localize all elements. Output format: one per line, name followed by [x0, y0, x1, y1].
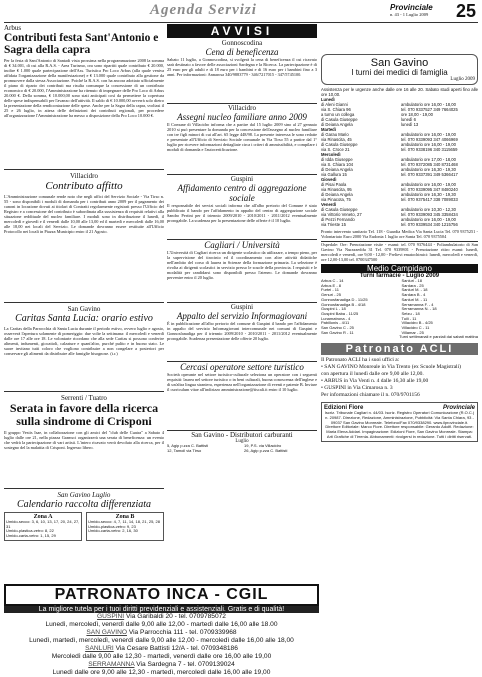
fuel-item: 5, Agip p.zza C. Battisti [167, 443, 209, 448]
turni-intro: Assistenza per le urgenze anche dalle ore 16 alle 20. Sabato studi aperti fino alle ore 10,00. [321, 87, 478, 97]
turni-cell-right: ambulatorio ore 16,00 - 19,00 [401, 142, 456, 147]
article-villacidro-affitto [4, 170, 164, 302]
turni-cell-right: tel. 070 9339095 347 8480240 [401, 187, 458, 192]
farmacia-item: Arbus C - 14 [321, 278, 344, 283]
turni-list [321, 97, 478, 227]
farmacia-item: San Gavino C - 25 [321, 325, 354, 331]
turni-cell-left: di Pezzi Fernando [321, 217, 355, 222]
farmacia-item: Sanluri - 18 [401, 278, 422, 283]
column-right [321, 54, 478, 584]
article-title: Assegni nucleo familiare anno 2009 [177, 112, 307, 122]
article-body: Sabato 11 luglio, a Gonnoscodina, si svolgerà la cena di beneficenza il cui ricavato sarà destinato a favore delle associazioni Sardegna e la Ricerca. La partecipazione è di 25 euro per gli adulti e di 18 euro per i bambini e di 16 euro per i bambini fino a 3 anni. Per informazioni: Annarosa 340/9883779 - 346/7217015 - 347/5745100. [167, 57, 317, 77]
acli-intro: Il Patronato ACLI ha i suoi uffici a: [321, 357, 400, 364]
acli-item: con apertura il lunedì dalle ore 9,00 alle 12,00. [321, 371, 424, 378]
turni-cell-right: lunedì 6 [401, 117, 416, 122]
article-town: Gonnoscodina [221, 39, 263, 47]
inca-box [4, 584, 319, 676]
farmacia-item: Serramanna F. - 4 [401, 301, 434, 307]
article-town: San Gavino Luglio [57, 491, 111, 499]
zone-b-row: Umido-carta-vetro: 2, 16, 30 [88, 528, 138, 534]
turni-cell-left: di Idda Giuseppe [321, 157, 353, 162]
turni-cell-left: di Casula Giuseppe [321, 117, 358, 122]
fuel-item: 12, Tamoil via Tirso [167, 447, 202, 453]
turni-cell-left: di Deiana Angela [321, 122, 353, 127]
article-town: Serrenti / Tuatro [61, 394, 107, 402]
turni-cell-right: tel. 070 9337391 349 5366417 [401, 172, 458, 177]
colophon-logo: Provinciale [442, 405, 475, 412]
turni-cell-left: via Trieste 15 [321, 222, 346, 227]
inca-town: SERRAMANNA [88, 661, 135, 668]
turni-cell-left: Lunedì [321, 97, 335, 102]
farmacia-item: Genuri - 25 [321, 292, 342, 298]
inca-detail: Lunedì, martedì, mercoledì, venerdì dalle 9,00 alle 12,00 - mercoledì dalle 16,00 alle 18,00 [29, 637, 294, 644]
farmacia-item: Tuili - 11 [401, 315, 417, 321]
inca-detail: Via Cesare Battisti 12/A - tel. 0709348186 [115, 645, 238, 652]
article-body: L'Università di Cagliari ricerca un dirigente scolastico da utilizzare, a tempo pieno, per la supervisione del tirocinio ed il coordinamento con altre attività didattiche nell'ambito del corso di laurea in Scienze della formazione primaria. La selezione è rivolta ai dirigenti scolastici in servizio presso le scuole della provincia. I requisiti e le modalità per candidarsi sono disponibili presso l'ateneo. Le domande dovranno pervenire entro il 20 luglio. [167, 250, 317, 280]
article-title: Cercasi operatore settore turistico [180, 362, 304, 372]
turni-cell-left: di Deiana Angela [321, 167, 353, 172]
turni-cell-right: tel. 070 9339093 347 4066969 [401, 137, 458, 142]
acli-item: Per informazioni chiamare il n. 070/9701156 [321, 392, 420, 399]
header-rule [4, 22, 478, 23]
turni-cell-right: tel. 070 9337527 349 7664025 [401, 107, 458, 112]
article-arbus [4, 24, 164, 169]
farmacia-item: Gonnosfanadiga B - 4/18 [321, 301, 366, 307]
turni-cell-left: via S. Chiara 96 [321, 107, 351, 112]
farmacia-item: Sardara B - 4 [401, 292, 426, 298]
campidano-subtitle: Turni farmacie - Luglio 2009 [359, 273, 440, 279]
turni-cell-right: lunedì 13 [401, 122, 419, 127]
farmacia-item: Furtei - 11 [321, 287, 339, 293]
article-title: San Gavino - Distributori carburanti [191, 431, 293, 439]
zone-a-label: Zona A [33, 514, 53, 520]
turni-footer: Pronto intervento sanitario Tel. 118 - Guardia Medica Via Santa Lucia Tel. 070 9375251 - Volontariato Euro 2000 Via Eudonia 1 luglio ore Santa Tel. 070 9375504 [321, 229, 478, 239]
turni-cell-left: di Casula Giuseppe [321, 142, 358, 147]
article-town: San Gavino [67, 305, 101, 313]
article-title: Affidamento centro di aggregazione sociale [177, 183, 307, 203]
acli-item: • ARBUS in Via Venti n. 4 dalle 16,30 alle 19,00 [321, 378, 429, 385]
farmacia-item: Gonnosfanadiga D - 11/25 [321, 296, 368, 302]
farmacia-item: Arbus E - 8 [321, 282, 342, 288]
section-title: Agenda Servizi [150, 2, 257, 18]
turni-cell-right: tel. 070 9339534 340 1215756 [401, 222, 458, 227]
zone-b-box [86, 512, 164, 541]
avvisi-banner: AVVISI [167, 24, 317, 38]
zone-a-row: Umido-secco: 3, 6, 10, 13, 17, 20, 24, 27, 31 [6, 519, 80, 529]
zone-a-row: Umido-carta-vetro: 1, 15, 29 [6, 533, 56, 539]
fuel-item: 26, Agip p.zza C. Battisti [244, 447, 288, 453]
article-body: L'Amministrazione comunale rende noto che negli uffici del Servizio Sociale - Via Tirso n. 55 - sono disponibili i moduli di domanda per i contributi anno 2009 per il pagamento dei canoni in locazione dovuti ai titolari di Contratti regolarmente registrati presso l'Ufficio del Registro e a concessione del contributo è subordinata alla sussistenza di requisiti relativi alla situazione reddituale del nucleo familiare. I moduli sono in distribuzione il lunedì, il mercoledì e giovedì e il venerdì dalle 10,00 alle 13,00 ed il martedì e mercoledì dalle 16,00 alle 18,00 nei locali del Servizio. Le domande dovranno essere restituite all'Ufficio Protocollo nei locali in Piazza Municipio entro il 21 Agosto. [4, 194, 164, 234]
inca-detail: Via Garibaldi 20 - tel. 0709785072 [126, 613, 226, 620]
inca-title: PATRONATO INCA - CGIL [4, 584, 319, 606]
turni-cell-left: via Vittorio Veneto, 27 [321, 212, 362, 217]
inca-line [4, 645, 319, 653]
article-town: Villacidro [70, 172, 98, 180]
turni-cell-left: di Deiana Angela [321, 192, 353, 197]
inca-line [4, 653, 319, 661]
article-caritas [4, 303, 164, 391]
inca-line [4, 637, 319, 645]
raccolta-calendar [4, 489, 164, 565]
inca-detail: Mercoledì dalle 9,00 alle 12,30 - martedì, venerdì dalle ore 16,00 alle 19,00 [51, 653, 272, 660]
fuel-item: 19, P.S. via Villacidro [244, 443, 282, 448]
inca-town: SANLURI [85, 645, 114, 652]
farmacia-item: Sanluri M. - 11 [401, 296, 428, 302]
turni-cell-left: Martedì [321, 127, 336, 132]
inca-town: SAN GAVINO [86, 629, 127, 636]
inca-detail: Lunedì, mercoledì, venerdì dalle 9,00 alle 12,00 - martedì dalle 16,00 alle 18.00 [45, 621, 278, 628]
farmacia-item: Sanluri M. - 18 [401, 287, 428, 293]
article-serrenti [4, 392, 164, 488]
inca-line [4, 613, 319, 621]
farmacia-item: Sardara - 25 [401, 282, 424, 288]
turni-cell-left: Giovedì [321, 177, 337, 182]
turni-cell-left: via S. Chiara 104 [321, 162, 354, 167]
zone-b-row: Umido-plastica-vetro: 9, 23 [88, 523, 136, 529]
farmacia-item: Guspini L - 18 [321, 306, 346, 312]
zone-b-label: Zona B [115, 514, 135, 520]
turni-cell-right: ambulatorio ore 17,00 - 18,00 [401, 157, 456, 162]
turni-cell-left: a turno un collega [321, 112, 355, 117]
article-body: Il Comune di Villacidro informa che a partire dal 15 luglio 2009 sino al 27 gennaio 2010 si può presentare la domanda per la concessione dell'assegno al nucleo familiare con tre figli minori di cui all'art. 65 legge 448/98. La presente interessa le sono redatte e presentate all'Ufficio di Servizio Sociale comunale in Via Tirso 55 a partire dal 1° luglio per ricevere informazioni dettagliate circa i criteri di ammissibilità, e compilare i moduli di domanda e l'autocertificazione. [167, 122, 317, 152]
turni-cell-left: di Pisai Paola [321, 182, 347, 187]
acli-banner: Patronato ACLI [321, 343, 478, 355]
turni-cell-right: ambulatorio ore 16,00 - 19,00 [401, 217, 456, 222]
turni-cell-left: via Rinascita, 45 [321, 137, 352, 142]
inca-detail: Via Parrocchia 111 - tel. 0709339968 [128, 629, 237, 636]
article-title: Calendario raccolta differenziata [16, 499, 152, 510]
turni-cell-right: ambulatorio ore 16,00 - 19,00 [401, 182, 456, 187]
article-title: Cena di beneficenza [205, 47, 279, 57]
turni-month: Luglio 2009 [450, 77, 475, 82]
article-title: Serata in favore della ricerca sulla sindrome di Crisponi [9, 401, 159, 428]
farmacia-item: Villacidro B - 4/25 [401, 320, 433, 326]
turni-title: I turni dei medici di famiglia [351, 68, 448, 77]
farmacie-list [321, 279, 478, 335]
turni-cell-left: di Casula Giuseppe [321, 207, 358, 212]
column-middle [167, 24, 317, 584]
column-left [4, 24, 164, 565]
inca-detail: Via Sardegna 7 - tel. 0709139024 [136, 661, 235, 668]
turni-cell-left: via S. Croce 21 [321, 147, 350, 152]
inca-line [4, 629, 319, 637]
acli-item: • GUSPINI in Via Cimarosa n. 3 [321, 385, 393, 392]
campidano-title: Medio Campidano [321, 264, 478, 273]
turni-cell-right: tel. 070 9338196 340 3115659 [401, 147, 458, 152]
farmacia-item: Lunamatrona - 4 [321, 315, 351, 321]
issue-meta: n. 43 - 1 Luglio 2009 [390, 12, 429, 17]
turni-cell-right: ambulatorio ore 16,00 - 18,00 [401, 102, 456, 107]
turni-cell-right: ambulatorio ore 16,00 - 19,00 [401, 132, 456, 137]
turni-cell-right: tel. 070 9372085 340 8731468 [401, 162, 458, 167]
article-date: Luglio [235, 439, 249, 444]
colophon-publisher: Edizioni Fiore [324, 405, 364, 412]
colophon-text: Iscriz. Tribunale Cagliari n. 44/03. Iscriz. Registro Operatori Comunicazione (R.O.C.) n. 20987. Direzione, Redazione, Amministrazione, Pubblicità: Via Santa Chiara, 93 - 09037 San Gavino Monreale. Telefono/Fax 070/9338290. www.ilprovinciale.it. Direttore Editoriale: Marco Flore. Direttore responsabile: Gerardo Adolfi. Redazione: Maria Elena Addari. Impaginazione: Edizioni Fiore, San Gavino Monreale. Stampa: Arti Grafiche di Tirrenia. Abbonamenti: rivolgersi in redazione. Tutti i diritti riservati. [324, 410, 475, 439]
article-title: Cagliari / Università [204, 240, 280, 250]
inca-line [4, 669, 319, 677]
article-title: Contributo affitto [45, 180, 123, 192]
article-town: Guspini [230, 303, 254, 311]
turni-cell-right: ambulatorio ore 16,30 - 19,30 [401, 167, 456, 172]
farmacia-item: San Gavino R - 11 [321, 329, 354, 335]
article-title: Contributi festa Sant'Antonio e Sagra della capra [4, 32, 159, 56]
farmacia-item: Guspini Baba - 11/25 [321, 310, 359, 316]
article-title: Caritas Santa Lucia: orario estivo [15, 313, 153, 324]
article-body: È in pubblicazione all'albo pretorio del comune di Guspini il bando per l'affidamento in appalto del servizio Informagiovani intercomunale nei comuni di Guspini e Gonnosfanadiga per il triennio 2009/2010 - 2010/2011 - 2011/2012 eventualmente prorogabile. Scadenza presentazione delle offerte 20 luglio. [167, 321, 317, 341]
inca-line [4, 621, 319, 629]
turni-cell-right: tel. 070 9339093 345 3358434 [401, 212, 458, 217]
article-title: Appalto del servizio Informagiovani [176, 311, 308, 321]
turni-cell-left: Mercoledì [321, 152, 341, 157]
page-number: 25 [456, 1, 477, 21]
turni-cell-right: ambulatorio ore 16,30 - 19,30 [401, 192, 456, 197]
article-body: Società operante nel settore turistico-culturale seleziona un operatore con i seguenti requisiti: laurea nel settore turistico o in beni culturali, buona conoscenza dell'inglese e di un'altra lingua straniera, esperienza nell'organizzazione di eventi e patente B. Inviare il curriculum vitae all'indirizzo amministrazione@tiscali.it entro il 10 luglio. [167, 372, 318, 392]
inca-subtitle: La migliore tutela per i tuoi diritti previdenziali e assistenziali. Gratis e di qualità! [4, 606, 319, 613]
zone-a-box [4, 512, 82, 541]
acli-item: • SAN GAVINO Monreale in Via Trento (ex Scuole Magistrali) [321, 364, 461, 371]
farmacia-item: Pabillonis - 4/11 [321, 320, 350, 326]
turni-cell-left: di Aleni Gianni [321, 102, 348, 107]
farmacia-item: Setzu - 18 [401, 310, 420, 316]
newspaper-logo: Provinciale [390, 3, 433, 12]
turni-cell-right: ore 18,00 - 19,00 [401, 112, 433, 117]
article-body: Il gruppo Vestis Isae, in collaborazione con gli amici del "club delle Cuatra" a Sabato 4 luglio dalle ore 21, nella piazza Gramsci organizzerà una serata di beneficenza: un evento che vedrà la partecipazione di vari artisti. L'intero ricavato verrà devoluto alla ricerca, per il sostegno del la malattia di Crisponi. Ingresso libero. [4, 430, 164, 450]
turni-cell-left: di Garau Mario [321, 132, 349, 137]
article-body: Il responsabile dei servizi sociali informa che all'albo pretorio del Comune è stato pubblicato il bando per l'affidamento in appalto del centro di aggregazione sociale Sandro Pertini per il triennio 2009/2010 - 2010/2011 - 2011/2012 eventualmente prorogabile. La scadenza per la presentazione delle offerte è il 10 luglio. [167, 203, 317, 223]
turni-cell-left: Venerdì [321, 202, 337, 207]
article-town: Villacidro [228, 104, 256, 112]
farmacia-item: Villamar - 25 [401, 329, 424, 335]
turni-row [321, 222, 478, 227]
campidano-note: Turni settimanali e parziali dai sabati mattina [399, 334, 478, 340]
zone-a-row: Umido-plastica-vetro: 8, 22 [6, 528, 54, 534]
zone-b-row: Umido-secco: 4, 7, 11, 14, 18, 21, 25, 28 [88, 519, 160, 524]
inca-detail: Lunedì dalle ore 9,00 alle 12,30 - martedì, mercoledì dalle 16,00 alle 19,00 [52, 669, 271, 676]
inca-town: GUSPINI [97, 613, 125, 620]
article-body: Per la festa di Sant'Antonio di Santadi vista prossima nella programmazione 2008 la somma di € 34.001, di cui alla R.A.S. - Area Turismo, ora sono ripartiti quale contributo € 20.000, inoltre € 1.000 quale partecipazione dell'Ass. Turistica Pro Loco Arbus (alla quale veniva affidata l'organizzazione della manifestazione) e € 13.000 quale contributo alla gestione da promuovere dalla stessa Associazione. Poiché la R.A.S. con ha ancora adottato ufficialmente il piano di riparto dei contributi ma risulta comunque la concessione di un contributo economico di € 20.000, l'Amministrazione ha ritenuto di impegnare delle Pro Loco di Arbus 20.000 €. Della somma, € 10.000,00 sono stati anticipati così da permettere la copertura delle spese indispensabili per l'avanzo dell'attività. Il saldo di € 10.000,00 avverrà solo dietro la presentazione della rendicontazione delle spese. Anche per la Sagra della capra, svoltasi il 25 e 26 luglio, in attesa delle definizioni dei contributi regionali, per procedere all'organizzazione l'Amministrazione ha messo a disposizione della Pro Loco 10.000 €. [4, 58, 164, 118]
acli-items [321, 364, 478, 399]
turni-cell-left: via Pinacota, 75 [321, 197, 351, 202]
turni-cell-left: via Rinascita, 95 [321, 187, 352, 192]
orari-body: Ospedale: Ore: Prenotazione visite - esami: tel. 070 9376444 - Poliambulatorio di San Gavino Via Nurazzeddu 31 Tel. 070 9339801 - Prenotazione ritiro esami: lunedì, mercoledì e venerdì, ore 9,00 - 12,00 - Prelievi ematochimici: lunedì, mercoledì e venerdì, ore 12,00-13,00 tel. 0700347500 [321, 242, 478, 262]
turni-header-box [321, 54, 478, 85]
turni-cell-right: ambulatorio ore 10,30 - 12,30 [401, 207, 456, 212]
article-town: Arbus [4, 24, 22, 32]
article-body: La Caritas della Parrocchia di Santa Lucia durante il periodo estivo, ovvero luglio e agosto, osserverà l'apertura solamente di pomeriggio: due volte la settimana: il mercoledì e venerdì dalle ore 17 alle ore 18. Le volontarie ricordano che alla sede Caritas si possono conferire alimenti, indumenti, giocattoli, calzature e quant'altro, purché pulito e in buono stato. Le suore invitano tutti coloro che vogliono contribuire a non congelare a posteriori per conservare gli alimenti da distribuire alle famiglie bisognose. (t.r.) [4, 326, 164, 356]
inca-line [4, 661, 319, 669]
article-town: Guspini [230, 175, 254, 183]
colophon [321, 402, 478, 442]
turni-town: San Gavino [370, 57, 429, 69]
turni-cell-right: tel. 070 9375417 338 7089033 [401, 197, 458, 202]
farmacia-item: Villacidro C - 11 [401, 325, 430, 331]
farmacia-item: Serramanna N. - 18 [401, 306, 437, 312]
turni-cell-left: via Gallura 15 [321, 172, 347, 177]
